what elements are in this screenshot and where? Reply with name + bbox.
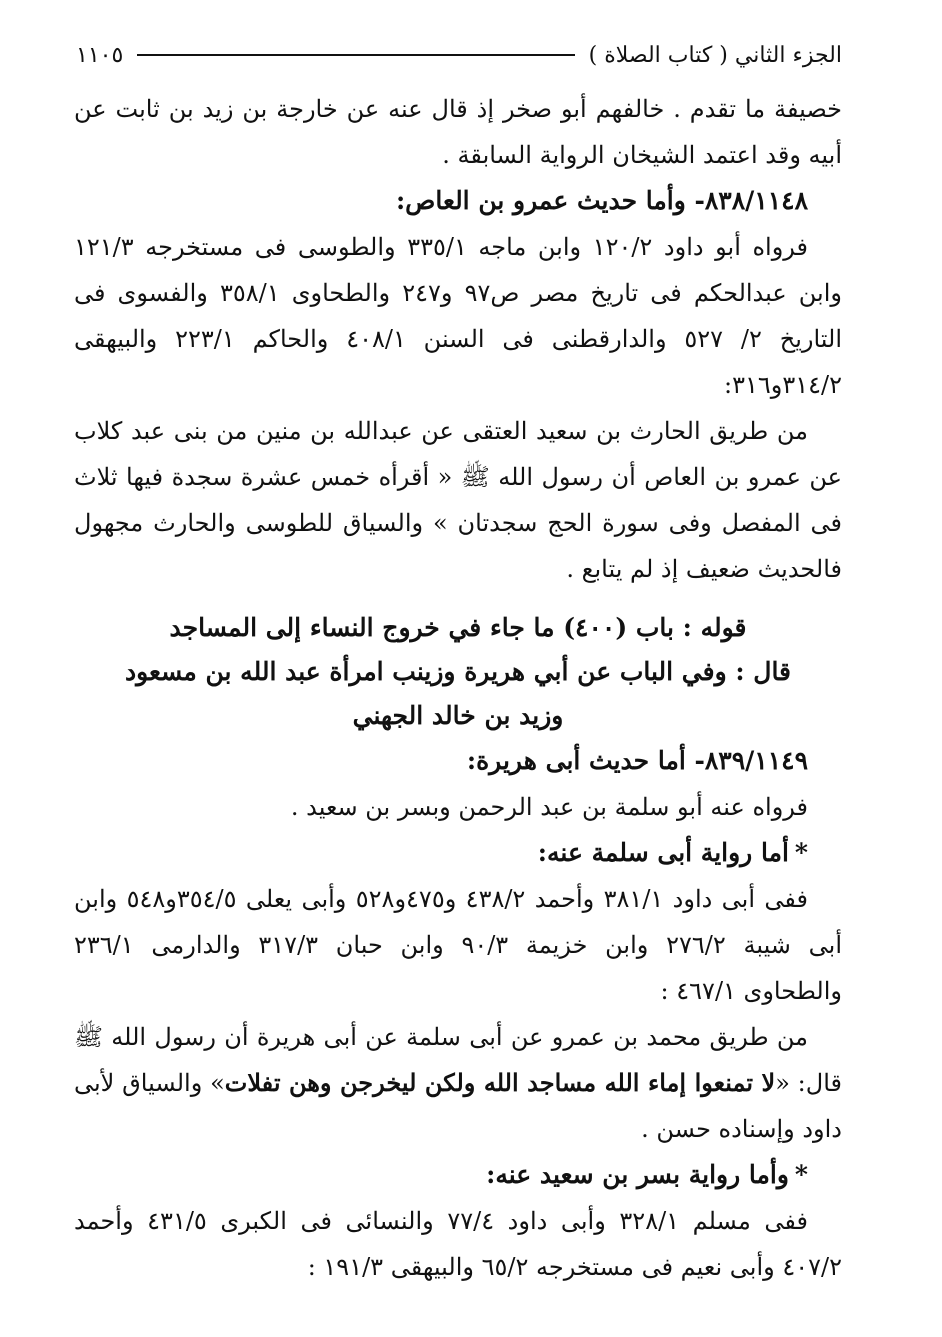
subheading-abu-salama-text: أما رواية أبى سلمة عنه:: [537, 838, 789, 867]
asterisk-marker: *: [794, 838, 808, 867]
hadith-matn: لا تمنعوا إماء الله مساجد الله ولكن ليخرجن وهن تفلات: [224, 1068, 776, 1097]
page-number: ١١٠٥: [76, 42, 124, 68]
isnad-grading: » والسياق لأبى داود وإسناده حسن .: [74, 1069, 842, 1143]
header-rule: [137, 54, 574, 56]
hadith-heading-amr: ٨٣٨/١١٤٨- وأما حديث عمرو بن العاص:: [395, 186, 808, 215]
chapter-title: قوله : باب (٤٠٠) ما جاء في خروج النساء إلى المساجد: [169, 613, 747, 642]
paragraph-sources-amr: فرواه أبو داود ١٢٠/٢ وابن ماجه ٣٣٥/١ والطوسى فى مستخرجه ١٢١/٣ وابن عبدالحكم فى تاريخ مصر ص٩٧ و٢٤٧ والطحاوى ٣٥٨/١ والفسوى فى التاريخ ٢/ ٥٢٧ والدارقطنى فى السنن ٤٠٨/١ والحاكم ٢٢٣/١ والبيهقى ٣١٤/٢و٣١٦:: [74, 233, 843, 399]
subheading-busr: [74, 1152, 842, 1198]
chapter-subtitle-cont: وزيد بن خالد الجهني: [352, 701, 564, 730]
chapter-subtitle: قال : وفي الباب عن أبي هريرة وزينب امرأة عبد الله بن مسعود: [124, 657, 792, 686]
paragraph-narrators: فرواه عنه أبو سلمة بن عبد الرحمن وبسر بن سعيد .: [290, 793, 808, 821]
isnad-text: من طريق محمد بن عمرو عن أبى سلمة عن أبى هريرة أن رسول الله ﷺ قال: «: [74, 1023, 842, 1097]
paragraph-sources-busr: ففى مسلم ٣٢٨/١ وأبى داود ٧٧/٤ والنسائى فى الكبرى ٤٣١/٥ وأحمد ٤٠٧/٢ وأبى نعيم فى مستخرجه ٦٥/٢ والبيهقى ١٩١/٣ :: [74, 1207, 842, 1281]
subheading-busr-text: وأما رواية بسر بن سعيد عنه:: [486, 1160, 789, 1189]
spacer: [74, 592, 842, 606]
paragraph-sources-abu-salama: ففى أبى داود ٣٨١/١ وأحمد ٤٣٨/٢ و٤٧٥و٥٢٨ وأبى يعلى ٣٥٤/٥و٥٤٨ وابن أبى شيبة ٢٧٦/٢ وابن خزيمة ٩٠/٣ وابن حبان ٣١٧/٣ والدارمى ٢٣٦/١ والطحاوى ٤٦٧/١ :: [74, 885, 842, 1005]
paragraph-continuation: خصيفة ما تقدم . خالفهم أبو صخر إذ قال عنه عن خارجة بن زيد بن ثابت عن أبيه وقد اعتمد الشيخان الرواية السابقة .: [74, 95, 842, 169]
paragraph-isnad-abu-salama: [74, 1014, 842, 1152]
header-title: الجزء الثاني ( كتاب الصلاة ): [588, 42, 842, 68]
hadith-heading-abu-huraira: ٨٣٩/١١٤٩- أما حديث أبى هريرة:: [466, 746, 808, 775]
subheading-abu-salama: [74, 830, 842, 876]
paragraph-isnad-amr: من طريق الحارث بن سعيد العتقى عن عبدالله بن منين من بنى عبد كلاب عن عمرو بن العاص أن رسول الله ﷺ « أقرأه خمس عشرة سجدة فيها ثلاث فى المفصل وفى سورة الحج سجدتان » والسياق للطوسى والحارث مجهول فالحديث ضعيف إذ لم يتابع .: [74, 417, 842, 583]
page-body: [74, 86, 842, 1290]
asterisk-marker: *: [794, 1160, 808, 1189]
running-header: [76, 40, 842, 70]
